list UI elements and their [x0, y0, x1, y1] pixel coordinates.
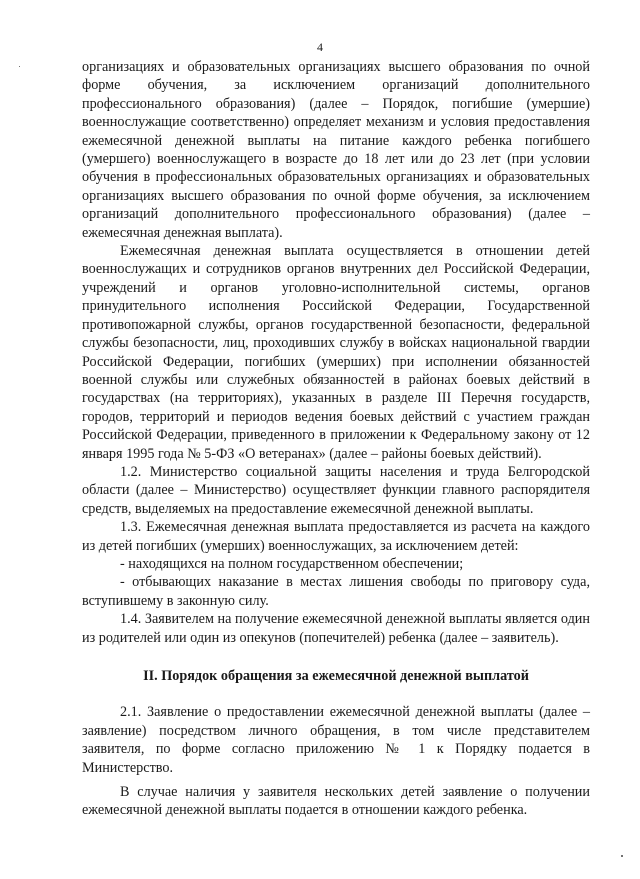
exclusion-item-1: - находящихся на полном государственном обеспечении; — [120, 555, 464, 572]
page-number: 4 — [317, 40, 323, 54]
document-body — [82, 58, 590, 820]
clause-1-4: 1.4. Заявителем на получение ежемесячной денежной выплаты является один из родителей или один из опекунов (попечителей) ребенка (далее – заявитель). — [82, 611, 590, 646]
clause-2-1: 2.1. Заявление о предоставлении ежемесячной денежной выплаты (далее – заявление) посредством личного обращения, в том числе представителем заявителя, по форме согласно приложению № 1 к Порядку подается в Министерство. — [82, 704, 590, 776]
scan-speck — [19, 66, 20, 67]
scan-speck — [621, 855, 623, 857]
section-title: II. Порядок обращения за ежемесячной денежной выплатой — [143, 668, 529, 684]
paragraph-eligible-children: Ежемесячная денежная выплата осуществляется в отношении детей военнослужащих и сотрудников органов внутренних дел Российской Федерации, учреждений и органов уголовно-исполнительной системы, органов принудительного исполнения Российской Федерации, Государственной противопожарной службы, органов государственной безопасности, федеральной службы безопасности, лиц, проходивших службу в войсках национальной гвардии Российской Федерации, погибших (умерших) при исполнении обязанностей военной службы или служебных обязанностей в районах боевых действий в государствах (на территориях), указанных в разделе III Перечня государств, городов, территорий и периодов ведения боевых действий с участием граждан Российской Федерации, приведенного в приложении к Федеральному закону от 12 января 1995 года № 5-ФЗ «О ветеранах» (далее – районы боевых действий). — [82, 243, 590, 462]
clause-1-3: 1.3. Ежемесячная денежная выплата предоставляется из расчета на каждого из детей погибших (умерших) военнослужащих, за исключением детей: — [82, 519, 590, 554]
clause-1-2: 1.2. Министерство социальной защиты населения и труда Белгородской области (далее – Министерство) осуществляет функции главного распорядителя средств, выделяемых на предоставление ежемесячной денежной выплаты. — [82, 463, 590, 517]
exclusion-item-2: - отбывающих наказание в местах лишения свободы по приговору суда, вступившему в законную силу. — [82, 574, 590, 609]
paragraph-continuation: организациях и образовательных организациях высшего образования по очной форме обучения, за исключением организаций дополнительного профессионального образования) (далее – Порядок, погибшие (умершие) военнослужащие соответственно) определяет механизм и условия предоставления ежемесячной денежной выплаты на питание каждого ребенка погибшего (умершего) военнослужащего в возрасте до 18 лет или до 23 лет (при условии обучения в профессиональных образовательных организациях и образовательных организациях высшего образования по очной форме обучения, за исключением организаций дополнительного профессионального образования) (далее – ежемесячная денежная выплата). — [82, 59, 590, 241]
paragraph-multiple-children: В случае наличия у заявителя нескольких детей заявление о получении ежемесячной денежной выплаты подается в отношении каждого ребенка. — [82, 784, 590, 819]
